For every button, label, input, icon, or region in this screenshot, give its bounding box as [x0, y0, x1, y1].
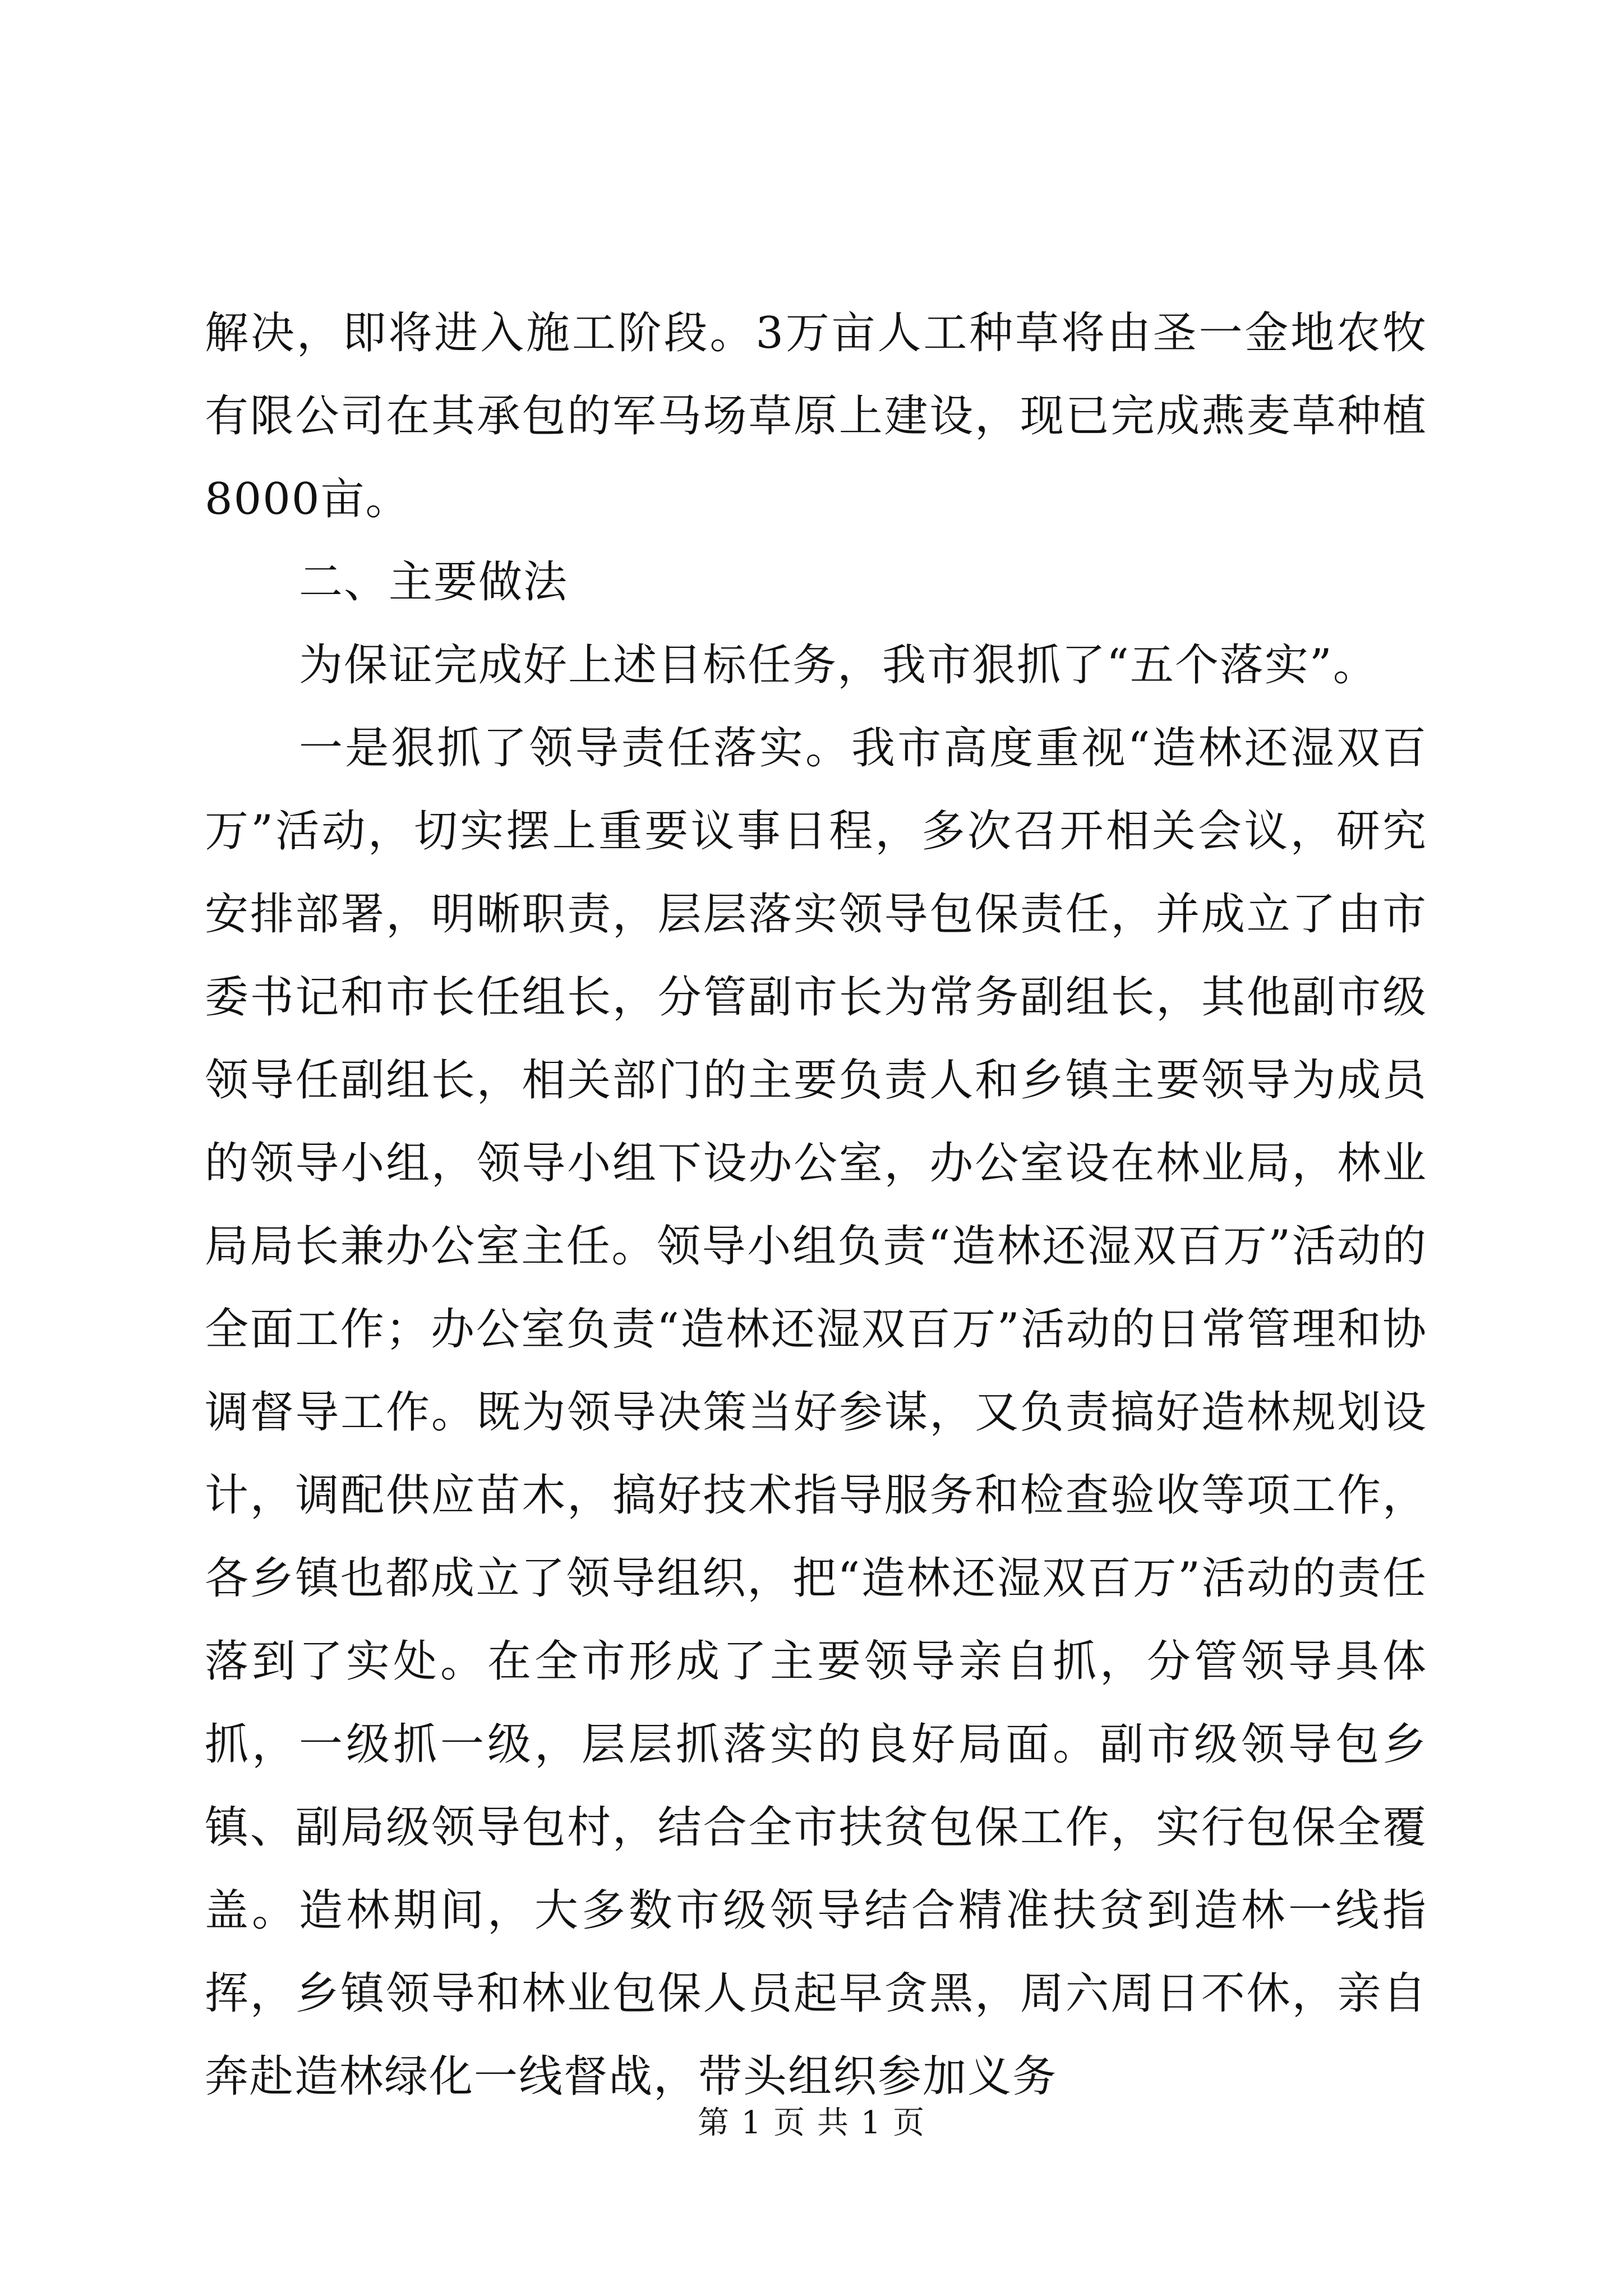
document-body — [205, 292, 1427, 2118]
section-heading: 二、主要做法 — [299, 557, 569, 608]
page-footer: 第 1 页 共 1 页 — [697, 2105, 926, 2141]
paragraph-intro: 为保证完成好上述目标任务，我市狠抓了“五个落实”。 — [299, 640, 1378, 691]
paragraph-leadership: 一是狠抓了领导责任落实。我市高度重视“造林还湿双百万”活动，切实摆上重要议事日程，多次召开相关会议，研究安排部署，明晰职责，层层落实领导包保责任，并成立了由市委书记和市长任组长，分管副市长为常务副组长，其他副市级领导任副组长，相关部门的主要负责人和乡镇主要领导为成员的领导小组，领导小组下设办公室，办公室设在林业局，林业局局长兼办公室主任。领导小组负责“造林还湿双百万”活动的全面工作；办公室负责“造林还湿双百万”活动的日常管理和协调督导工作。既为领导决策当好参谋，又负责搞好造林规划设计，调配供应苗木，搞好技术指导服务和检查验收等项工作，各乡镇也都成立了领导组织，把“造林还湿双百万”活动的责任落到了实处。在全市形成了主要领导亲自抓，分管领导具体抓，一级抓一级，层层抓落实的良好局面。副市级领导包乡镇、副局级领导包村，结合全市扶贫包保工作，实行包保全覆盖。造林期间，大多数市级领导结合精准扶贫到造林一线指挥，乡镇领导和林业包保人员起早贪黑，周六周日不休，亲自奔赴造林绿化一线督战，带头组织参加义务 — [205, 723, 1427, 2102]
paragraph-continuation: 解决，即将进入施工阶段。3万亩人工种草将由圣一金地农牧有限公司在其承包的军马场草原上建设，现已完成燕麦草种植8000亩。 — [205, 308, 1427, 524]
